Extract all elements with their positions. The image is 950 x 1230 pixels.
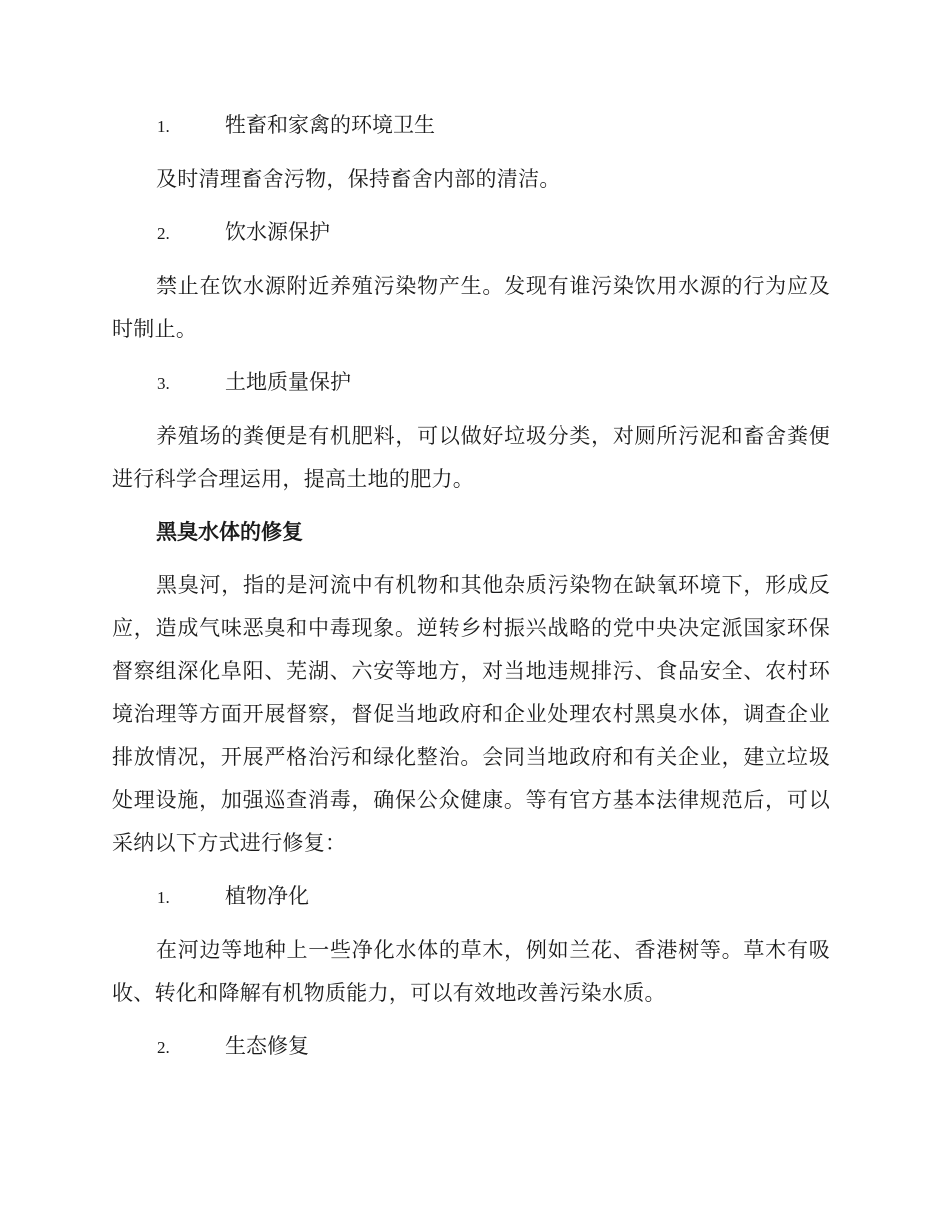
list-label: 土地质量保护 [225,370,351,394]
list-number: 2. [157,1038,170,1057]
list-number: 2. [157,224,170,243]
list-label: 植物净化 [225,884,309,908]
list-number: 1. [157,888,170,907]
list-item-livestock-hygiene [112,104,830,148]
list-item-ecological-restoration [112,1025,830,1069]
section-heading: 黑臭水体的修复 [156,520,303,544]
list-item-land-quality [112,361,830,405]
paragraph-plant-purification: 在河边等地种上一些净化水体的草木，例如兰花、香港树等。草木有吸收、转化和降解有机物质能力，可以有效地改善污染水质。 [112,938,830,1005]
paragraph-black-odorous-river: 黑臭河，指的是河流中有机物和其他杂质污染物在缺氧环境下，形成反应，造成气味恶臭和中毒现象。逆转乡村振兴战略的党中央决定派国家环保督察组深化阜阳、芜湖、六安等地方，对当地违规排污、食品安全、农村环境治理等方面开展督察，督促当地政府和企业处理农村黑臭水体，调查企业排放情况，开展严格治污和绿化整治。会同当地政府和有关企业，建立垃圾处理设施，加强巡查消毒，确保公众健康。等有官方基本法律规范后，可以采纳以下方式进行修复： [112,573,830,855]
list-item-plant-purification [112,875,830,919]
list-label: 饮水源保护 [225,220,330,244]
paragraph-livestock-hygiene: 及时清理畜舍污物，保持畜舍内部的清洁。 [156,167,561,191]
list-number: 1. [157,117,170,136]
paragraph-water-source: 禁止在饮水源附近养殖污染物产生。发现有谁污染饮用水源的行为应及时制止。 [112,274,830,341]
paragraph-land-quality: 养殖场的粪便是有机肥料，可以做好垃圾分类，对厕所污泥和畜舍粪便进行科学合理运用，提高土地的肥力。 [112,424,830,491]
list-number: 3. [157,374,170,393]
list-label: 牲畜和家禽的环境卫生 [225,113,435,137]
document-body [112,104,830,1079]
list-label: 生态修复 [225,1034,309,1058]
list-item-water-source [112,211,830,255]
